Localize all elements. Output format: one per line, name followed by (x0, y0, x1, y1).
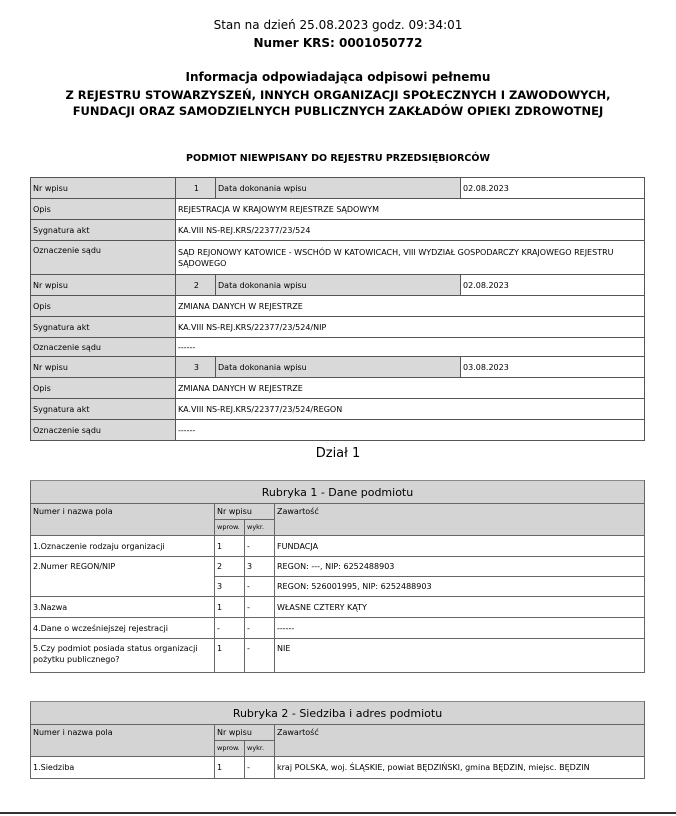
wprow-value: 1 (215, 536, 245, 557)
sad-value: ------ (176, 338, 645, 357)
krs-number: Numer KRS: 0001050772 (253, 36, 423, 50)
field-value: REGON: 526001995, NIP: 6252488903 (275, 577, 645, 597)
wykr-value: - (245, 618, 275, 639)
table-row (31, 557, 645, 577)
entry-row-nr (31, 357, 645, 378)
field-name: 5.Czy podmiot posiada status organizacji pożytku publicznego? (31, 639, 215, 673)
entry-row-sad (31, 420, 645, 441)
wprow-value: 1 (215, 757, 245, 779)
sygnatura-label: Sygnatura akt (31, 399, 176, 420)
field-value: FUNDACJA (275, 536, 645, 557)
sad-label: Oznaczenie sądu (31, 420, 176, 441)
entry-row-sygnatura (31, 399, 645, 420)
entry-row-sygnatura (31, 317, 645, 338)
opis-label: Opis (31, 199, 176, 220)
col-header-wykr: wykr. (245, 520, 275, 536)
field-name: 1.Siedziba (31, 757, 215, 779)
col-header-nr-wpisu: Nr wpisu (215, 725, 275, 741)
wprow-value: 1 (215, 639, 245, 673)
nr-wpisu-label: Nr wpisu (31, 178, 176, 199)
nr-wpisu-label: Nr wpisu (31, 357, 176, 378)
wykr-value: - (245, 757, 275, 779)
wprow-value: 1 (215, 597, 245, 618)
col-header-numer-nazwa: Numer i nazwa pola (31, 504, 215, 536)
wprow-value: 3 (215, 577, 245, 597)
entries-table (30, 177, 645, 441)
sygnatura-value: KA.VIII NS-REJ.KRS/22377/23/524/REGON (176, 399, 645, 420)
sygnatura-value: KA.VIII NS-REJ.KRS/22377/23/524/NIP (176, 317, 645, 338)
opis-value: ZMIANA DANYCH W REJESTRZE (176, 378, 645, 399)
rubryka-1-title: Rubryka 1 - Dane podmiotu (31, 481, 645, 504)
field-name: 2.Numer REGON/NIP (31, 557, 215, 597)
col-header-zawartosc: Zawartość (275, 504, 645, 536)
rubryka-2-table (30, 701, 645, 779)
page-divider (0, 812, 676, 814)
data-wpisu-label: Data dokonania wpisu (216, 275, 461, 296)
data-wpisu-value: 02.08.2023 (461, 275, 645, 296)
entry-row-sad (31, 338, 645, 357)
data-wpisu-label: Data dokonania wpisu (216, 178, 461, 199)
status-date: Stan na dzień 25.08.2023 godz. 09:34:01 (213, 18, 463, 32)
field-value: ------ (275, 618, 645, 639)
rubryka-header-row (31, 702, 645, 725)
col-header-zawartosc: Zawartość (275, 725, 645, 757)
sygnatura-label: Sygnatura akt (31, 220, 176, 241)
field-value: kraj POLSKA, woj. ŚLĄSKIE, powiat BĘDZIŃSKI, gmina BĘDZIN, miejsc. BĘDZIN (275, 757, 645, 779)
entry-row-nr (31, 275, 645, 296)
field-name: 4.Dane o wcześniejszej rejestracji (31, 618, 215, 639)
registry-name-line2: FUNDACJI ORAZ SAMODZIELNYCH PUBLICZNYCH ZAKŁADÓW OPIEKI ZDROWOTNEJ (72, 104, 604, 118)
wykr-value: - (245, 639, 275, 673)
rubryka-2-title: Rubryka 2 - Siedziba i adres podmiotu (31, 702, 645, 725)
rubryka-header-row (31, 481, 645, 504)
sad-value: SĄD REJONOWY KATOWICE - WSCHÓD W KATOWICACH, VIII WYDZIAŁ GOSPODARCZY KRAJOWEGO REJESTRU SĄDOWEGO (176, 241, 645, 275)
column-header-row (31, 504, 645, 520)
entry-row-opis (31, 199, 645, 220)
wykr-value: - (245, 597, 275, 618)
sad-label: Oznaczenie sądu (31, 338, 176, 357)
sygnatura-label: Sygnatura akt (31, 317, 176, 338)
opis-label: Opis (31, 296, 176, 317)
col-header-wykr: wykr. (245, 741, 275, 757)
table-row (31, 536, 645, 557)
sygnatura-value: KA.VIII NS-REJ.KRS/22377/23/524 (176, 220, 645, 241)
sad-label: Oznaczenie sądu (31, 241, 176, 275)
section-heading: Dział 1 (315, 446, 361, 461)
col-header-nr-wpisu: Nr wpisu (215, 504, 275, 520)
data-wpisu-label: Data dokonania wpisu (216, 357, 461, 378)
table-row (31, 639, 645, 673)
nr-wpisu-label: Nr wpisu (31, 275, 176, 296)
field-value: REGON: ---, NIP: 6252488903 (275, 557, 645, 577)
nr-wpisu-value: 2 (176, 275, 216, 296)
wprow-value: 2 (215, 557, 245, 577)
wykr-value: - (245, 577, 275, 597)
wykr-value: - (245, 536, 275, 557)
sad-value: ------ (176, 420, 645, 441)
entry-row-sad (31, 241, 645, 275)
nr-wpisu-value: 1 (176, 178, 216, 199)
field-name: 1.Oznaczenie rodzaju organizacji (31, 536, 215, 557)
rubryka-1-table (30, 480, 645, 673)
field-name: 3.Nazwa (31, 597, 215, 618)
field-value: WŁASNE CZTERY KĄTY (275, 597, 645, 618)
registry-name-line1: Z REJESTRU STOWARZYSZEŃ, INNYCH ORGANIZACJI SPOŁECZNYCH I ZAWODOWYCH, (65, 88, 611, 102)
entity-status-subtitle: PODMIOT NIEWPISANY DO REJESTRU PRZEDSIĘBIORCÓW (186, 153, 490, 164)
col-header-numer-nazwa: Numer i nazwa pola (31, 725, 215, 757)
table-row (31, 597, 645, 618)
document-title: Informacja odpowiadająca odpisowi pełnemu (185, 70, 491, 84)
entry-row-nr (31, 178, 645, 199)
data-wpisu-value: 02.08.2023 (461, 178, 645, 199)
entry-row-opis (31, 296, 645, 317)
nr-wpisu-value: 3 (176, 357, 216, 378)
col-header-wprow: wprow. (215, 741, 245, 757)
opis-value: REJESTRACJA W KRAJOWYM REJESTRZE SĄDOWYM (176, 199, 645, 220)
col-header-wprow: wprow. (215, 520, 245, 536)
column-header-row (31, 725, 645, 741)
wprow-value: - (215, 618, 245, 639)
field-value: NIE (275, 639, 645, 673)
table-row (31, 618, 645, 639)
table-row (31, 757, 645, 779)
opis-label: Opis (31, 378, 176, 399)
wykr-value: 3 (245, 557, 275, 577)
opis-value: ZMIANA DANYCH W REJESTRZE (176, 296, 645, 317)
entry-row-opis (31, 378, 645, 399)
data-wpisu-value: 03.08.2023 (461, 357, 645, 378)
entry-row-sygnatura (31, 220, 645, 241)
